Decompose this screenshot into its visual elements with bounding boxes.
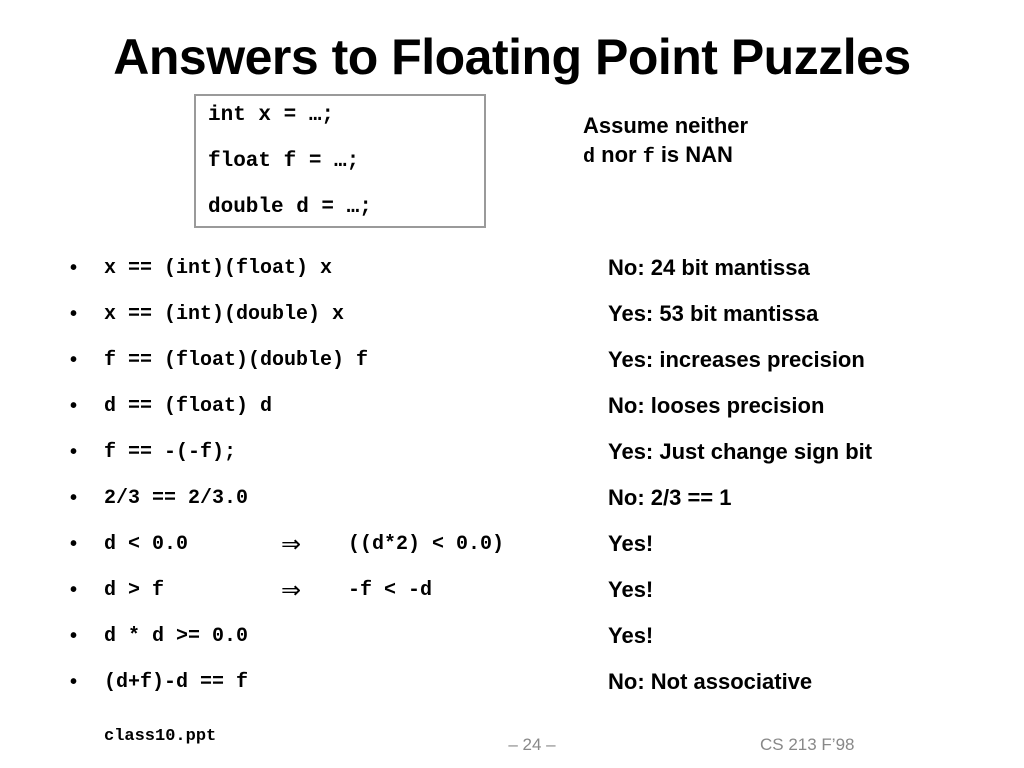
declarations-box: [194, 94, 486, 228]
footer-course: CS 213 F’98: [760, 735, 855, 754]
declaration-int: int x = …;: [208, 104, 335, 127]
puzzle-answer: Yes: 53 bit mantissa: [608, 301, 819, 326]
bullet-marker: •: [70, 671, 78, 693]
assumption-line-2: [583, 140, 748, 172]
assumption-end: is NAN: [654, 142, 733, 167]
bullet-marker: •: [70, 487, 78, 509]
puzzle-answer: No: 24 bit mantissa: [608, 255, 810, 280]
puzzle-implied-expression: ((d*2) < 0.0): [348, 533, 505, 556]
puzzle-row: [0, 303, 1024, 333]
puzzle-answer: Yes!: [608, 577, 654, 602]
assumption-line-1: Assume neither: [583, 113, 749, 138]
bullet-marker: •: [70, 395, 78, 417]
declaration-float: float f = …;: [208, 150, 360, 173]
puzzle-row: [0, 671, 1024, 701]
footer-filename: class10.ppt: [104, 727, 217, 746]
puzzle-expression: d < 0.0: [104, 533, 189, 556]
puzzle-answer: Yes: Just change sign bit: [608, 439, 873, 464]
puzzle-row: [0, 487, 1024, 517]
puzzle-expression: x == (int)(float) x: [104, 257, 333, 280]
bullet-marker: •: [70, 625, 78, 647]
puzzle-expression: d * d >= 0.0: [104, 625, 249, 648]
puzzle-row: [0, 625, 1024, 655]
bullet-marker: •: [70, 533, 78, 555]
bullet-marker: •: [70, 441, 78, 463]
slide-title: Answers to Floating Point Puzzles: [113, 29, 911, 85]
declaration-double: double d = …;: [208, 196, 372, 219]
implies-arrow-icon: ⇒: [281, 576, 302, 604]
puzzle-answer: No: Not associative: [608, 669, 813, 694]
puzzle-row: [0, 395, 1024, 425]
puzzle-answer: Yes!: [608, 623, 654, 648]
assumption-mid: nor: [595, 142, 643, 167]
bullet-marker: •: [70, 579, 78, 601]
puzzle-expression: (d+f)-d == f: [104, 671, 249, 694]
puzzle-row: [0, 576, 1024, 609]
bullet-marker: •: [70, 303, 78, 325]
puzzle-answer: Yes!: [608, 531, 654, 556]
puzzle-implied-expression: -f < -d: [348, 579, 433, 602]
footer-page-number: – 24 –: [508, 735, 556, 754]
puzzle-row: [0, 257, 1024, 287]
puzzle-row: [0, 530, 1024, 563]
bullet-marker: •: [70, 349, 78, 371]
puzzle-expression: 2/3 == 2/3.0: [104, 487, 249, 510]
puzzle-answer: No: looses precision: [608, 393, 825, 418]
puzzle-expression: d > f: [104, 579, 165, 602]
puzzle-expression: f == (float)(double) f: [104, 349, 369, 372]
assumption-var-d: d: [583, 146, 596, 169]
puzzle-answer: No: 2/3 == 1: [608, 485, 732, 510]
implies-arrow-icon: ⇒: [281, 530, 302, 558]
puzzle-expression: d == (float) d: [104, 395, 273, 418]
bullet-marker: •: [70, 257, 78, 279]
puzzle-expression: f == -(-f);: [104, 441, 237, 464]
assumption-note: [583, 111, 748, 172]
puzzle-row: [0, 441, 1024, 471]
assumption-var-f: f: [642, 146, 655, 169]
puzzle-answer: Yes: increases precision: [608, 347, 865, 372]
puzzle-row: [0, 349, 1024, 379]
puzzle-expression: x == (int)(double) x: [104, 303, 345, 326]
